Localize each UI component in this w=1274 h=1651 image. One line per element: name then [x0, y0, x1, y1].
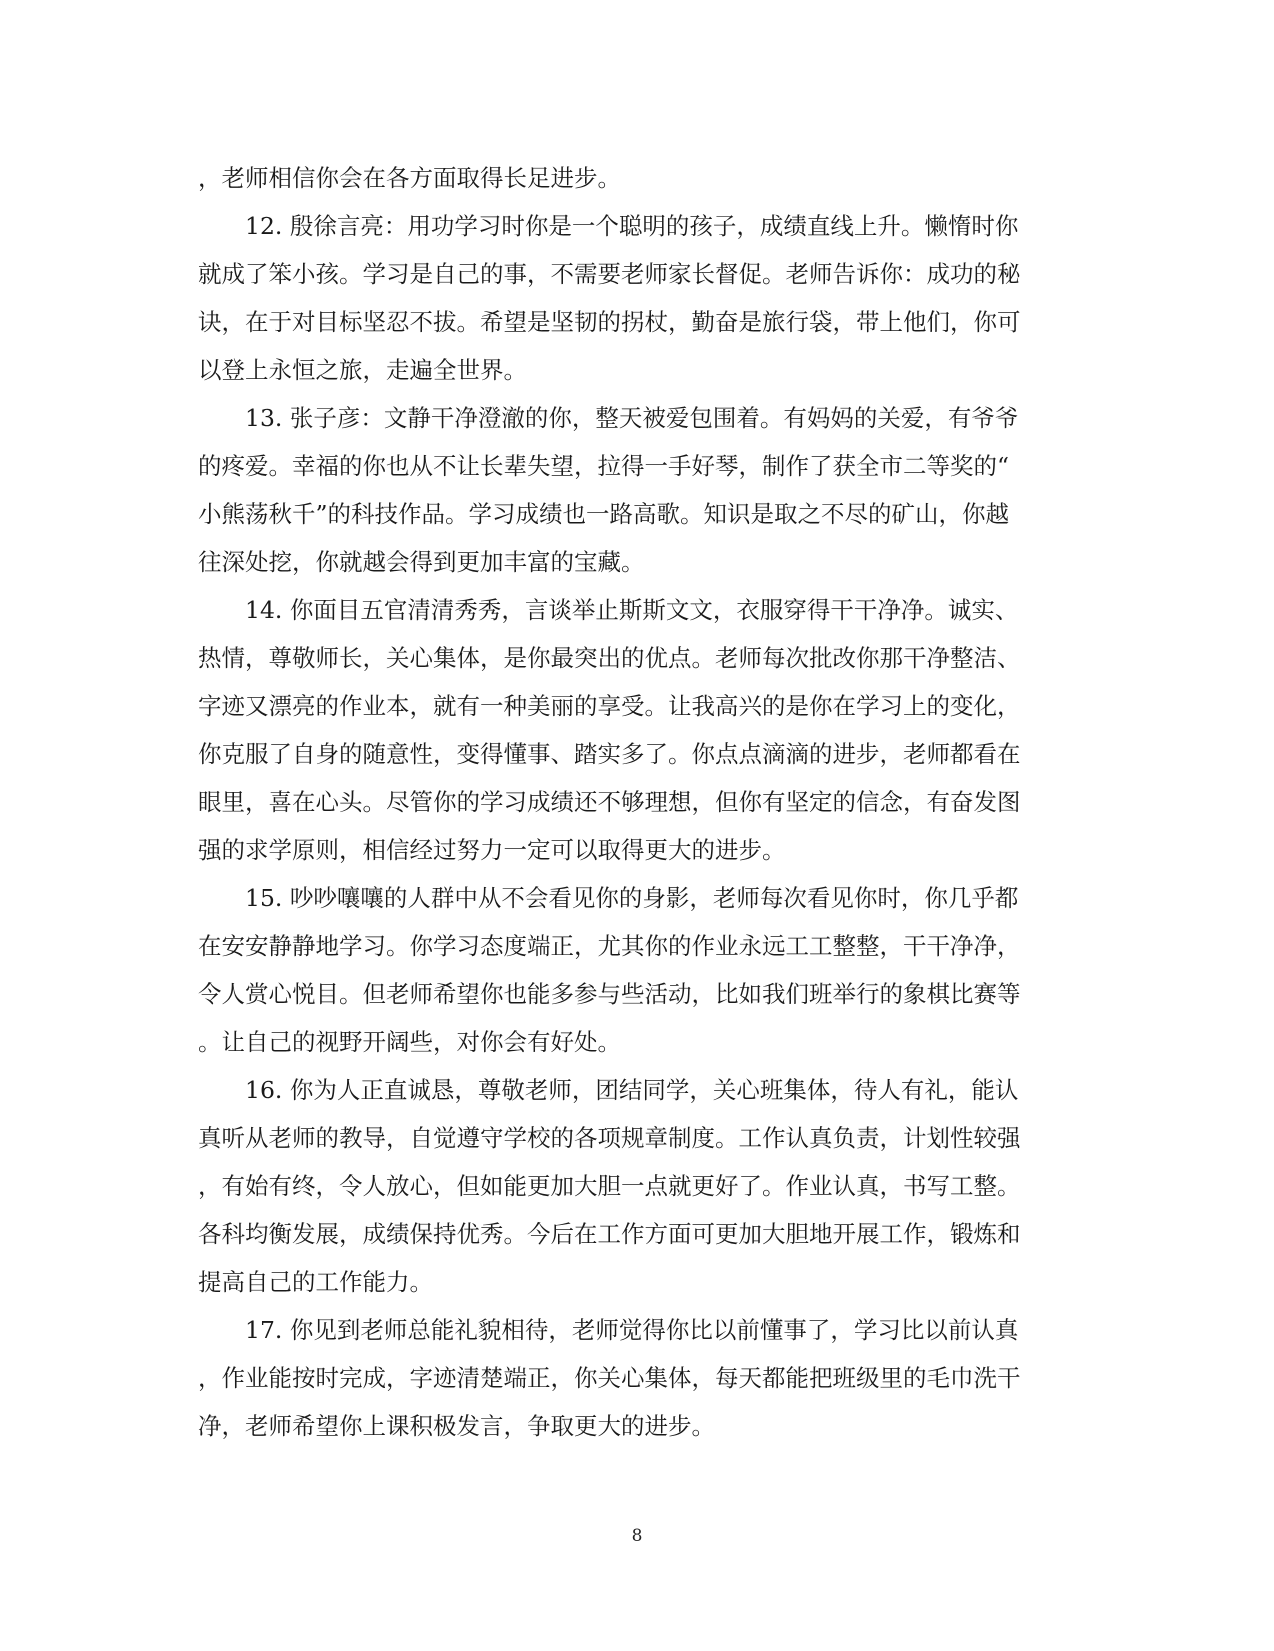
text-line: 以登上永恒之旅，走遍全世界。 [198, 356, 527, 384]
text-line: 眼里，喜在心头。尽管你的学习成绩还不够理想，但你有坚定的信念，有奋发图 [198, 788, 1021, 816]
text-line: 提高自己的工作能力。 [198, 1268, 433, 1296]
text-line: ，作业能按时完成，字迹清楚端正，你关心集体，每天都能把班级里的毛巾洗干 [198, 1364, 1021, 1392]
paragraph-first-line: 13. 张子彦：文静干净澄澈的你，整天被爱包围着。有妈妈的关爱，有爷爷 [245, 404, 1019, 432]
text-line: 小熊荡秋千”的科技作品。学习成绩也一路高歌。知识是取之不尽的矿山，你越 [198, 500, 1010, 528]
text-line: 令人赏心悦目。但老师希望你也能多参与些活动，比如我们班举行的象棋比赛等 [198, 980, 1021, 1008]
document-body [198, 154, 1076, 1450]
text-line: 真听从老师的教导，自觉遵守学校的各项规章制度。工作认真负责，计划性较强 [198, 1124, 1021, 1152]
text-line: 往深处挖，你就越会得到更加丰富的宝藏。 [198, 548, 645, 576]
text-line: ，有始有终，令人放心，但如能更加大胆一点就更好了。作业认真，书写工整。 [198, 1172, 1021, 1200]
paragraph-first-line: 12. 殷徐言亮：用功学习时你是一个聪明的孩子，成绩直线上升。懒惰时你 [245, 212, 1019, 240]
text-line: 净，老师希望你上课积极发言，争取更大的进步。 [198, 1412, 715, 1440]
paragraph-first-line: 17. 你见到老师总能礼貌相待，老师觉得你比以前懂事了，学习比以前认真 [245, 1316, 1019, 1344]
text-line: 你克服了自身的随意性，变得懂事、踏实多了。你点点滴滴的进步，老师都看在 [198, 740, 1021, 768]
text-line: 就成了笨小孩。学习是自己的事，不需要老师家长督促。老师告诉你：成功的秘 [198, 260, 1021, 288]
text-line: 的疼爱。幸福的你也从不让长辈失望，拉得一手好琴，制作了获全市二等奖的“ [198, 452, 1010, 480]
text-line: 。让自己的视野开阔些，对你会有好处。 [198, 1028, 621, 1056]
paragraph-first-line: 14. 你面目五官清清秀秀，言谈举止斯斯文文，衣服穿得干干净净。诚实、 [245, 596, 1019, 624]
paragraph-first-line: 16. 你为人正直诚恳，尊敬老师，团结同学，关心班集体，待人有礼，能认 [245, 1076, 1019, 1104]
text-line: 热情，尊敬师长，关心集体，是你最突出的优点。老师每次批改你那干净整洁、 [198, 644, 1021, 672]
page-number: 8 [631, 1526, 643, 1546]
text-line: ，老师相信你会在各方面取得长足进步。 [198, 164, 621, 192]
text-line: 字迹又漂亮的作业本，就有一种美丽的享受。让我高兴的是你在学习上的变化， [198, 692, 1021, 720]
text-line: 各科均衡发展，成绩保持优秀。今后在工作方面可更加大胆地开展工作，锻炼和 [198, 1220, 1021, 1248]
paragraph-first-line: 15. 吵吵嚷嚷的人群中从不会看见你的身影，老师每次看见你时，你几乎都 [245, 884, 1019, 912]
text-line: 诀，在于对目标坚忍不拔。希望是坚韧的拐杖，勤奋是旅行袋，带上他们，你可 [198, 308, 1021, 336]
text-line: 强的求学原则，相信经过努力一定可以取得更大的进步。 [198, 836, 786, 864]
text-line: 在安安静静地学习。你学习态度端正，尤其你的作业永远工工整整，干干净净， [198, 932, 1021, 960]
